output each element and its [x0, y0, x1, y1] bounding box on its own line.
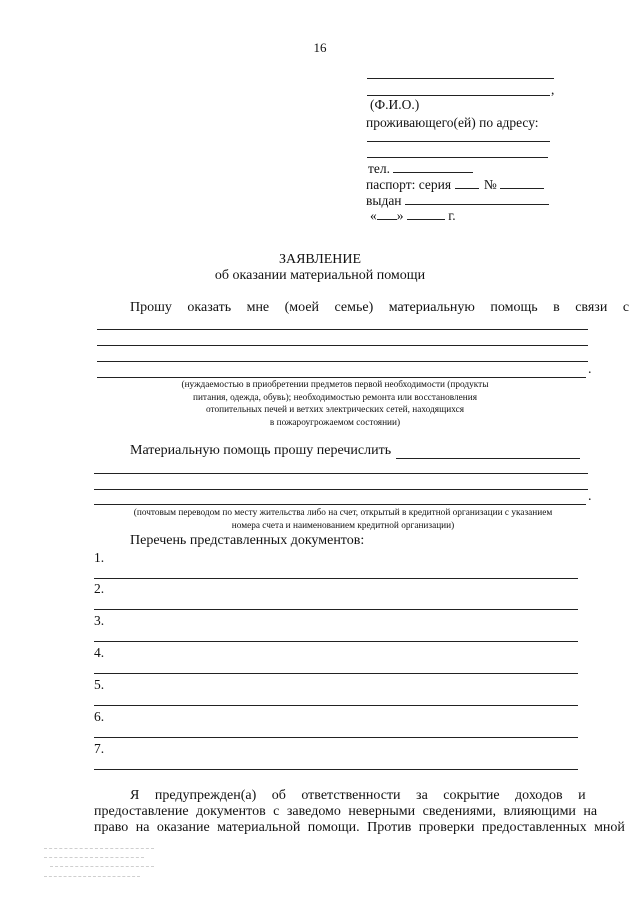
address-label: проживающего(ей) по адресу: [366, 115, 539, 130]
request-line-3[interactable] [97, 361, 588, 362]
document-item-number: 1. [94, 550, 105, 565]
documents-heading: Перечень представленных документов: [130, 533, 365, 548]
request-hint-line-3: отопительных печей и ветхих электрических сетей, находящихся [205, 405, 464, 415]
transfer-hint-line-1: (почтовым переводом по месту жительства либо на счет, открытый в кредитной организации с указанием [133, 508, 553, 518]
document-title: ЗАЯВЛЕНИЕ [278, 252, 362, 267]
passport-number-label: № [483, 177, 497, 192]
document-item-number: 2. [94, 581, 105, 596]
date-close-quote: » [396, 208, 404, 223]
transfer-line-1[interactable] [94, 473, 588, 474]
date-open-quote: « [370, 208, 377, 223]
passport-series-field[interactable] [455, 177, 479, 189]
transfer-hint-line-2: номера счета и наименованием кредитной организации) [231, 520, 455, 531]
document-item-number: 6. [94, 709, 105, 724]
document-item-number: 4. [94, 645, 105, 660]
request-text: Прошу оказать мне (моей семье) материальную помощь в связи с [130, 300, 630, 315]
issued-row [366, 193, 549, 209]
passport-row [366, 177, 544, 193]
address-line-1[interactable] [367, 141, 550, 142]
date-row [370, 208, 456, 224]
document-subtitle: об оказании материальной помощи [214, 268, 426, 283]
document-item-number: 7. [94, 741, 105, 756]
request-line-4[interactable] [97, 377, 586, 378]
document-item-number: 3. [94, 613, 105, 628]
fio-line-1[interactable] [367, 78, 554, 79]
request-line-1[interactable] [97, 329, 588, 330]
request-hint-line-1: (нуждаемостью в приобретении предметов первой необходимости (продукты [181, 380, 489, 390]
document-item-line[interactable] [94, 641, 578, 642]
issued-field[interactable] [405, 193, 549, 205]
transfer-text: Материальную помощь прошу перечислить [130, 443, 392, 458]
date-year-suffix: г. [448, 208, 456, 223]
tel-label: тел. [368, 161, 391, 176]
request-hint [160, 379, 510, 429]
document-item-line[interactable] [94, 737, 578, 738]
warning-line-2: предоставление документов с заведомо неверными сведениями, влияющими на [94, 804, 598, 819]
transfer-period: . [588, 489, 592, 504]
date-month-field[interactable] [407, 208, 445, 220]
issued-label: выдан [366, 193, 402, 208]
document-item-line[interactable] [94, 609, 578, 610]
warning-line-3: право на оказание материальной помощи. Против проверки предоставленных мной [94, 820, 625, 835]
tel-row [368, 161, 473, 177]
transfer-line-2[interactable] [94, 489, 588, 490]
fio-comma: , [551, 82, 555, 97]
page-number: 16 [313, 40, 327, 55]
passport-series-label: паспорт: серия [366, 177, 452, 192]
request-period: . [588, 362, 592, 377]
request-hint-line-2: питания, одежда, обувь); необходимостью ремонта или восстановления [192, 392, 478, 403]
fio-label: (Ф.И.О.) [370, 97, 420, 112]
transfer-line-3[interactable] [94, 504, 586, 505]
tel-field[interactable] [393, 161, 473, 173]
warning-line-1: Я предупрежден(а) об ответственности за сокрытие доходов и [130, 788, 586, 803]
fio-line-2[interactable] [367, 95, 550, 96]
request-line-2[interactable] [97, 345, 588, 346]
date-day-field[interactable] [377, 208, 397, 220]
address-line-2[interactable] [367, 157, 548, 158]
document-item-line[interactable] [94, 578, 578, 579]
document-item-line[interactable] [94, 673, 578, 674]
passport-number-field[interactable] [500, 177, 544, 189]
request-hint-line-4: в пожароугрожаемом состоянии) [269, 417, 401, 428]
document-item-line[interactable] [94, 769, 578, 770]
document-item-line[interactable] [94, 705, 578, 706]
transfer-hint [90, 507, 596, 532]
document-item-number: 5. [94, 677, 105, 692]
transfer-line-inline[interactable] [396, 458, 580, 459]
